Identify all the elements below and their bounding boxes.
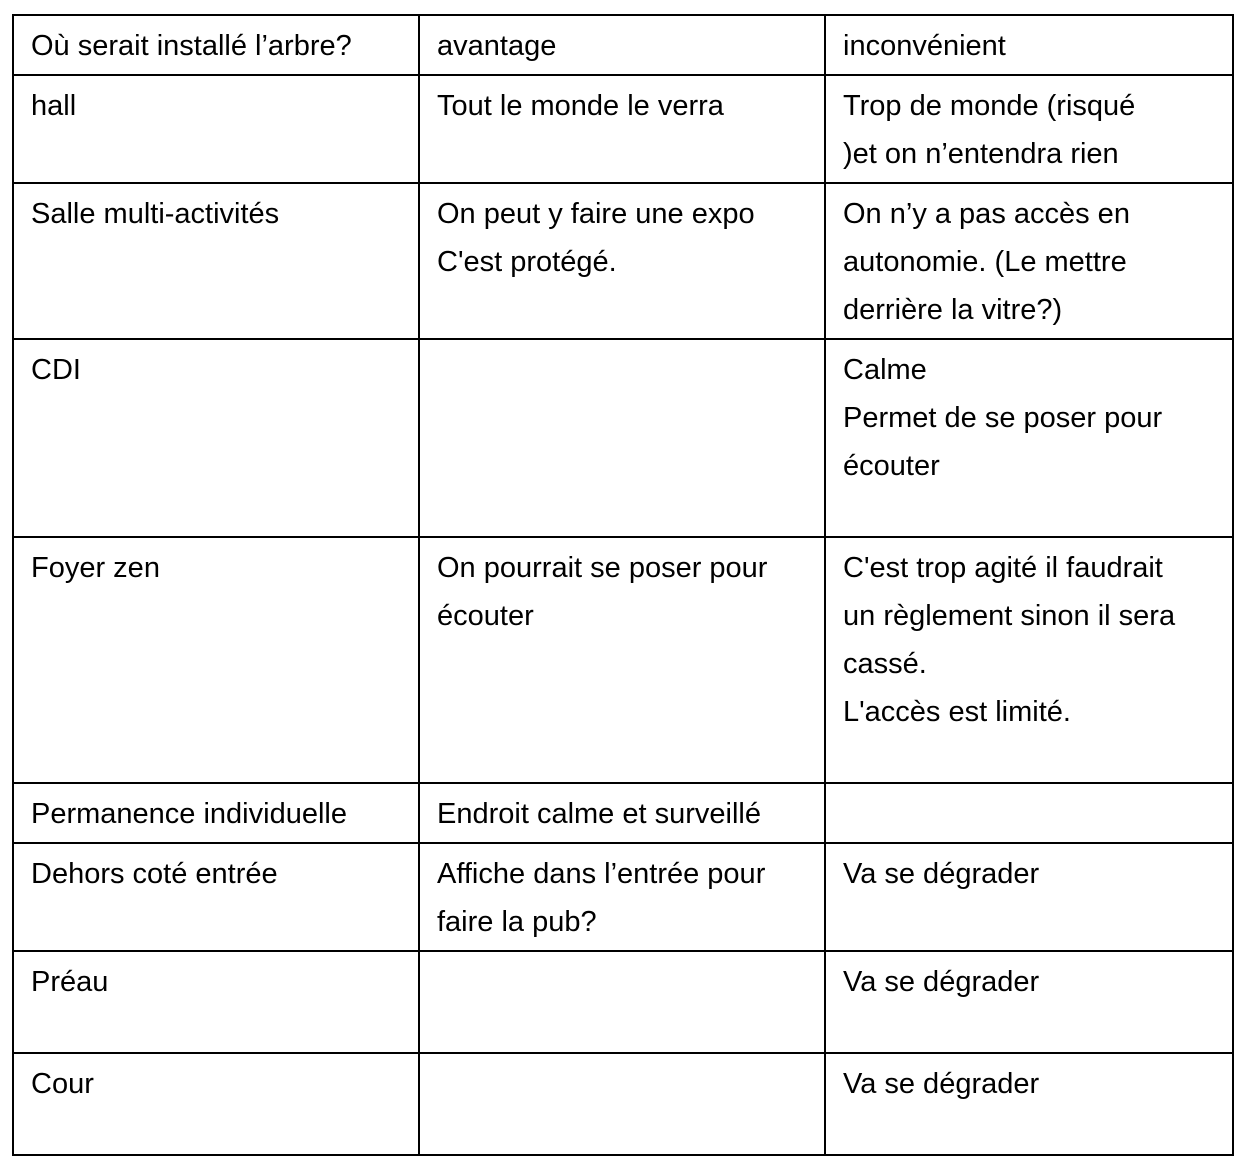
disadvantage-line: cassé. bbox=[843, 648, 927, 680]
disadvantage-line: Va se dégrader bbox=[843, 1068, 1040, 1100]
disadvantage-line: un règlement sinon il sera bbox=[843, 600, 1176, 632]
disadvantage-cell bbox=[825, 843, 1233, 951]
location-cell: CDI bbox=[13, 339, 419, 537]
table-row bbox=[13, 537, 1233, 783]
advantage-line: écouter bbox=[437, 600, 534, 632]
location-cell: Préau bbox=[13, 951, 419, 1053]
disadvantage-cell bbox=[825, 75, 1233, 183]
disadvantage-cell bbox=[825, 951, 1233, 1053]
table-row bbox=[13, 951, 1233, 1053]
header-row bbox=[13, 15, 1233, 75]
table-row bbox=[13, 183, 1233, 339]
disadvantage-cell bbox=[825, 537, 1233, 783]
advantage-cell bbox=[419, 537, 825, 783]
advantage-cell bbox=[419, 783, 825, 843]
advantage-line: C'est protégé. bbox=[437, 246, 617, 278]
disadvantage-line: autonomie. (Le mettre bbox=[843, 246, 1127, 278]
table-row bbox=[13, 339, 1233, 537]
location-cell: Foyer zen bbox=[13, 537, 419, 783]
advantage-line: Endroit calme et surveillé bbox=[437, 798, 761, 830]
disadvantage-line: Va se dégrader bbox=[843, 966, 1040, 998]
disadvantage-line: Calme bbox=[843, 354, 927, 386]
advantage-line: On pourrait se poser pour bbox=[437, 552, 768, 584]
advantage-cell bbox=[419, 951, 825, 1053]
disadvantage-line: Permet de se poser pour bbox=[843, 402, 1163, 434]
table-row bbox=[13, 783, 1233, 843]
disadvantage-line: Trop de monde (risqué bbox=[843, 90, 1136, 122]
table-row bbox=[13, 1053, 1233, 1155]
header-location: Où serait installé l’arbre? bbox=[13, 15, 419, 75]
disadvantage-line: Va se dégrader bbox=[843, 858, 1040, 890]
advantage-cell bbox=[419, 75, 825, 183]
location-cell: hall bbox=[13, 75, 419, 183]
advantage-cell bbox=[419, 183, 825, 339]
advantage-cell bbox=[419, 1053, 825, 1155]
disadvantage-cell bbox=[825, 339, 1233, 537]
disadvantage-cell bbox=[825, 783, 1233, 843]
disadvantage-cell bbox=[825, 1053, 1233, 1155]
placement-table bbox=[12, 14, 1234, 1156]
location-cell: Permanence individuelle bbox=[13, 783, 419, 843]
location-cell: Cour bbox=[13, 1053, 419, 1155]
disadvantage-line: )et on n’entendra rien bbox=[843, 138, 1119, 170]
table-row bbox=[13, 843, 1233, 951]
header-advantage: avantage bbox=[419, 15, 825, 75]
advantage-cell bbox=[419, 843, 825, 951]
disadvantage-line: L'accès est limité. bbox=[843, 696, 1071, 728]
disadvantage-line: On n’y a pas accès en bbox=[843, 198, 1130, 230]
header-disadvantage: inconvénient bbox=[825, 15, 1233, 75]
advantage-line: On peut y faire une expo bbox=[437, 198, 755, 230]
disadvantage-cell bbox=[825, 183, 1233, 339]
advantage-line: Tout le monde le verra bbox=[437, 90, 724, 122]
location-cell: Salle multi-activités bbox=[13, 183, 419, 339]
location-cell: Dehors coté entrée bbox=[13, 843, 419, 951]
table-row bbox=[13, 75, 1233, 183]
advantage-line: faire la pub? bbox=[437, 906, 597, 938]
disadvantage-line: C'est trop agité il faudrait bbox=[843, 552, 1163, 584]
advantage-cell bbox=[419, 339, 825, 537]
disadvantage-line: écouter bbox=[843, 450, 940, 482]
disadvantage-line: derrière la vitre?) bbox=[843, 294, 1063, 326]
advantage-line: Affiche dans l’entrée pour bbox=[437, 858, 766, 890]
